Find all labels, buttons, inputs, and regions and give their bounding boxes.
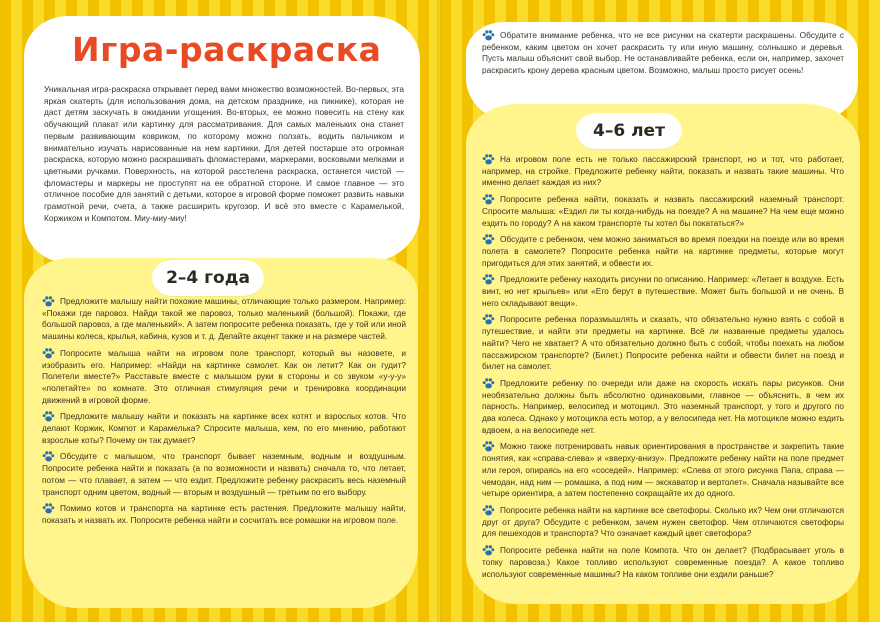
tip-text: Попросите ребенка найти на картинке все светофоры. Сколько их? Чем они отличаются друг от друга? Обсудите с ребенком, зачем нужен светофор. Чем отличаются светофоры для пешеходов и транспорта? Что означает каждый цвет светофора?: [482, 504, 844, 539]
paw-icon: [482, 378, 496, 389]
paw-icon: [482, 505, 496, 516]
paw-icon: [482, 154, 496, 165]
age-badge-2-4: 2–4 года: [152, 260, 264, 296]
paw-icon: [482, 314, 496, 325]
paw-icon: [42, 451, 56, 462]
tip-text: Предложите малышу найти и показать на картинке всех котят и взрослых котов. Что делают Коржик, Компот и Карамелька? Спросите малыша, кем, по его мнению, работают взрослые коты? Почему он так думает?: [42, 411, 406, 445]
paw-icon: [482, 194, 496, 205]
list-item: [482, 314, 844, 373]
tip-text: Предложите ребенку находить рисунки по описанию. Например: «Летает в воздухе. Есть винт, но нет крыльев» или «Его берут в путешествие. Может быть большой и не очень. В него складывают вещи».: [482, 274, 844, 308]
list-item: [482, 274, 844, 309]
age-4-6-tips: [482, 154, 844, 585]
page-divider: [437, 0, 443, 622]
tip-text: Попросите малыша найти на игровом поле транспорт, который вы назовете, и изобразить его. Например: «Найди на картинке самолет. Как он летит? Как он гудит? Полетели вместе?» Расставьте вместе с малышом руки в стороны и со звуком «у-у-у» «полетайте» по комнате. Это отличная стимуляция речи и тренировка координации движений в игровой форме.: [42, 347, 406, 405]
tip-text: Можно также потренировать навык ориентирования в пространстве и закрепить такие понятия, как «справа-слева» и «вверху-внизу». Предложите ребенку найти на поле предмет или героя, опираясь на его «соседей». Например: «Слева от этого рисунка Папа, справа — чемодан, над ним — ромашка, а под ним — экскаватор и вертолет». Сначала называйте все четыре ориентира, а затем постепенно сокращайте их до одного.: [482, 441, 844, 499]
paw-icon: [42, 411, 56, 422]
paw-icon: [42, 348, 56, 359]
tip-text: Попросите ребенка поразмышлять и сказать, что обязательно нужно взять с собой в путешествие, и найти эти предметы на картинке. Всё ли названные предметы удалось найти? Чего не хватает? А что обязательно должно быть с собой, чтобы поехать на любом пассажирском транспорте? (Билет.) Попросите ребенка найти и обвести билет на поезд и билет на самолет.: [482, 314, 844, 372]
list-item: [42, 411, 406, 446]
tip-text: Помимо котов и транспорта на картинке есть растения. Предложите малышу найти, показать и назвать их. Попросите ребенка найти и сосчитать все ромашки на игровом поле.: [42, 503, 406, 525]
paw-icon: [482, 545, 496, 556]
list-item: [482, 545, 844, 580]
intro-paragraph: Уникальная игра-раскраска открывает перед вами множество возможностей. Во-первых, эта яркая скатерть (для использования дома, на детском празднике, на пикнике), которая не даст детям заскучать в ожидании угощения. Во-вторых, ее можно повесить на стену как обучающий плакат или картинку для рассматривания. Для самых маленьких она станет первым развивающим ковриком, по которому можно ползать, водить пальчиком и внимательно изучать нарисованные на нем картинки. Для детей постарше это огромная раскраска, которую можно раскрашивать фломастерами, маркерами, восковыми мелками и цветными ручками. Поверхность, на которой расстелена раскраска, останется чистой — фломастеры и маркеры не проступят на ее обратной стороне. И самое главное — это отличное пособие для занятий с детьми, которое в игровой форме поможет развить навыки грамотной речи, счета, а также расширить кругозор. И всё это вместе с Карамелькой, Коржиком и Компотом. Миу-миу-миу!: [44, 84, 404, 223]
tip-text: Предложите ребенку по очереди или даже на скорость искать пары рисунков. Они необязательно должны быть абсолютно одинаковыми, главное — объяснить, в чем их парность. Например, велосипед и мотоцикл. Это наземный транспорт, у того и другого по два колеса. Однако у мотоцикла есть мотор, а у велосипеда нет. На мотоцикле можно ездить вдвоем, а на велосипеде нет.: [482, 377, 844, 435]
list-item: [42, 503, 406, 526]
list-item: [482, 154, 844, 189]
list-item: [42, 296, 406, 343]
tip-text: Попросите ребенка найти на поле Компота. Что он делает? (Подбрасывает уголь в топку паровоза.) Какое топливо используют современные поезда? А какое топливо используют современные машины? На каком топливе они ездили раньше?: [482, 545, 844, 579]
paw-icon: [42, 296, 56, 307]
list-item: [482, 441, 844, 500]
list-item: [482, 194, 844, 229]
list-item: [482, 505, 844, 540]
list-item: [42, 348, 406, 407]
tip-text: Обсудите с малышом, что транспорт бывает наземным, водным и воздушным. Попросите ребенка найти и показать (а по возможности и назвать) сначала то, что летает, потом — что плавает, а затем — что ездит. Предложите ребенку раскрасить весь наземный транспорт одним цветом, водный — вторым и воздушный — третьим по его выбору.: [42, 451, 406, 497]
list-item: [42, 451, 406, 498]
tip-text: Попросите ребенка найти, показать и назвать пассажирский наземный транспорт. Спросите малыша: «Ездил ли ты когда-нибудь на поезде? А на машине? На чем еще можно ездить по городу? А на каком транспорте ты хотел бы покататься?»: [482, 194, 844, 228]
list-item: [482, 378, 844, 437]
tip-text: Обсудите с ребенком, чем можно заниматься во время поездки на поезде или во время полета в самолете? Попросите ребенка найти на картинке предметы, которые могут пригодиться для этих занятий, и обвести их.: [482, 234, 844, 268]
tip-text: Предложите малышу найти похожие машины, отличающие только размером. Например: «Покажи где паровоз. Найди такой же паровоз, только маленький (большой). Покажи, где большой паровоз, а где маленький». А затем попросите ребенка показать, где у той или иной машины колеса, крылья, кабина, кузов и т. д. Делайте акцент также и на размере частей.: [42, 296, 406, 342]
paw-icon: [482, 441, 496, 452]
age-badge-4-6: 4–6 лет: [576, 113, 682, 149]
age-2-4-tips: [42, 296, 406, 532]
paw-icon: [482, 234, 496, 245]
page-title: Игра-раскраска: [72, 30, 382, 69]
notice-paragraph: Обратите внимание ребенка, что не все рисунки на скатерти раскрашены. Обсудите с ребенком, каким цветом он хочет раскрасить ту или иную машину, солнышко и деревья. Пусть малыш объяснит свой выбор. Не останавливайте ребенка, если он, например, захочет раскрасить крону дерева красным цветом. Возможно, малыш просто рисует осень!: [482, 30, 844, 76]
paw-icon: [42, 503, 56, 514]
paw-icon: [482, 274, 496, 285]
list-item: [482, 234, 844, 269]
tip-text: На игровом поле есть не только пассажирский транспорт, но и тот, что работает, например, на стройке. Предложите ребенку найти, показать и назвать такие машины. Что именно делает каждая из них?: [482, 154, 844, 188]
